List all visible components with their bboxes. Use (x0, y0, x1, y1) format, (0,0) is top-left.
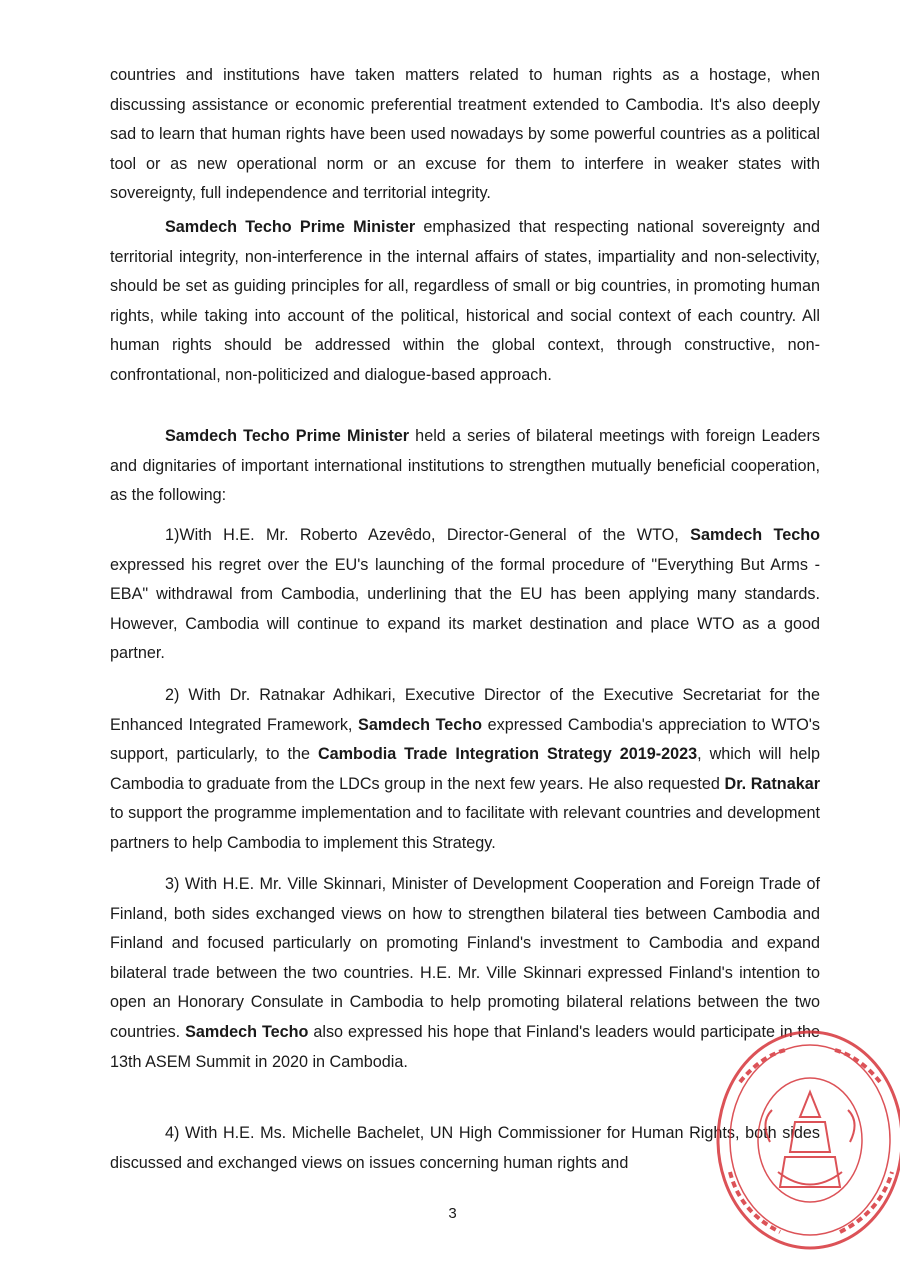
paragraph-text: emphasized that respecting national sovereignty and territorial integrity, non-interference in the internal affairs of states, impartiality and non-selectivity, should be set as guiding principles for all, regardless of small or big countries, in promoting human rights, while taking into account of the political, historical and social context of each country. All human rights should be addressed within the global context, through constructive, non-confrontational, non-politicized and dialogue-based approach. (110, 218, 820, 384)
paragraph-text-mid: , which will help Cambodia to graduate from the LDCs group in the next few years. He also requested (110, 745, 820, 793)
paragraph-text: held a series of bilateral meetings with foreign Leaders and dignitaries of important international institutions to strengthen mutually beneficial cooperation, as the following: (110, 427, 820, 505)
paragraph-item-1-wto (110, 521, 820, 669)
paragraph-text: 4) With H.E. Ms. Michelle Bachelet, UN High Commissioner for Human Rights, both sides discussed and exchanged views on issues concerning human rights and (110, 1124, 820, 1172)
bold-name: Samdech Techo (358, 715, 483, 734)
page-number: 3 (448, 1205, 457, 1222)
item-intro: 1)With H.E. Mr. Roberto Azevêdo, Director-General of the WTO, (165, 526, 691, 544)
paragraph-text: expressed his regret over the EU's launching of the formal procedure of "Everything But Arms - EBA" withdrawal from Cambodia, underlining that the EU has been applying many standards. However, Cambodia will continue to expand its market destination and place WTO as a good partner. (110, 555, 820, 663)
paragraph-text: countries and institutions have taken matters related to human rights as a hostage, when discussing assistance or economic preferential treatment extended to Cambodia. It's also deeply sad to learn that human rights have been used nowadays by some powerful countries as a political tool or as new operational norm or an excuse for them to interfere in weaker states with sovereignty, full independence and territorial integrity. (110, 66, 820, 203)
paragraph-text: to support the programme implementation and to facilitate with relevant countries and development partners to help Cambodia to implement this Strategy. (110, 804, 820, 852)
item-intro: 3) With H.E. Mr. Ville Skinnari, Minister of Development Cooperation and Foreign Trade of Finland, both sides exchanged views on how to strengthen bilateral ties between Cambodia and Finland and focused particularly on promoting Finland's investment to Cambodia and expand bilateral trade between the two countries. H.E. Mr. Ville Skinnari expressed Finland's intention to open an Honorary Consulate in Cambodia to help promoting bilateral relations between the two countries. (110, 875, 820, 1041)
paragraph-bilateral-meetings (110, 422, 820, 511)
official-seal-icon (700, 1022, 900, 1252)
bold-strategy: Cambodia Trade Integration Strategy 2019-2023 (317, 745, 698, 764)
bold-name: Samdech Techo (690, 526, 820, 544)
paragraph-human-rights-hostage (110, 61, 820, 209)
paragraph-item-2-eif (110, 681, 820, 859)
bold-name: Samdech Techo (185, 1022, 309, 1041)
item-intro: 2) With Dr. Ratnakar Adhikari, Executive Director of the Executive Secretariat for the Enhanced Integrated Framework, (110, 686, 820, 734)
paragraph-text-mid: expressed Cambodia's appreciation to WTO's support, particularly, to the (110, 715, 820, 764)
bold-name: Dr. Ratnakar (724, 774, 821, 793)
bold-lead: Samdech Techo Prime Minister (165, 427, 410, 445)
paragraph-text: also expressed his hope that Finland's leaders would participate in the 13th ASEM Summit in 2020 in Cambodia. (110, 1022, 820, 1071)
bold-lead: Samdech Techo Prime Minister (165, 218, 416, 236)
paragraph-guiding-principles (110, 213, 820, 391)
